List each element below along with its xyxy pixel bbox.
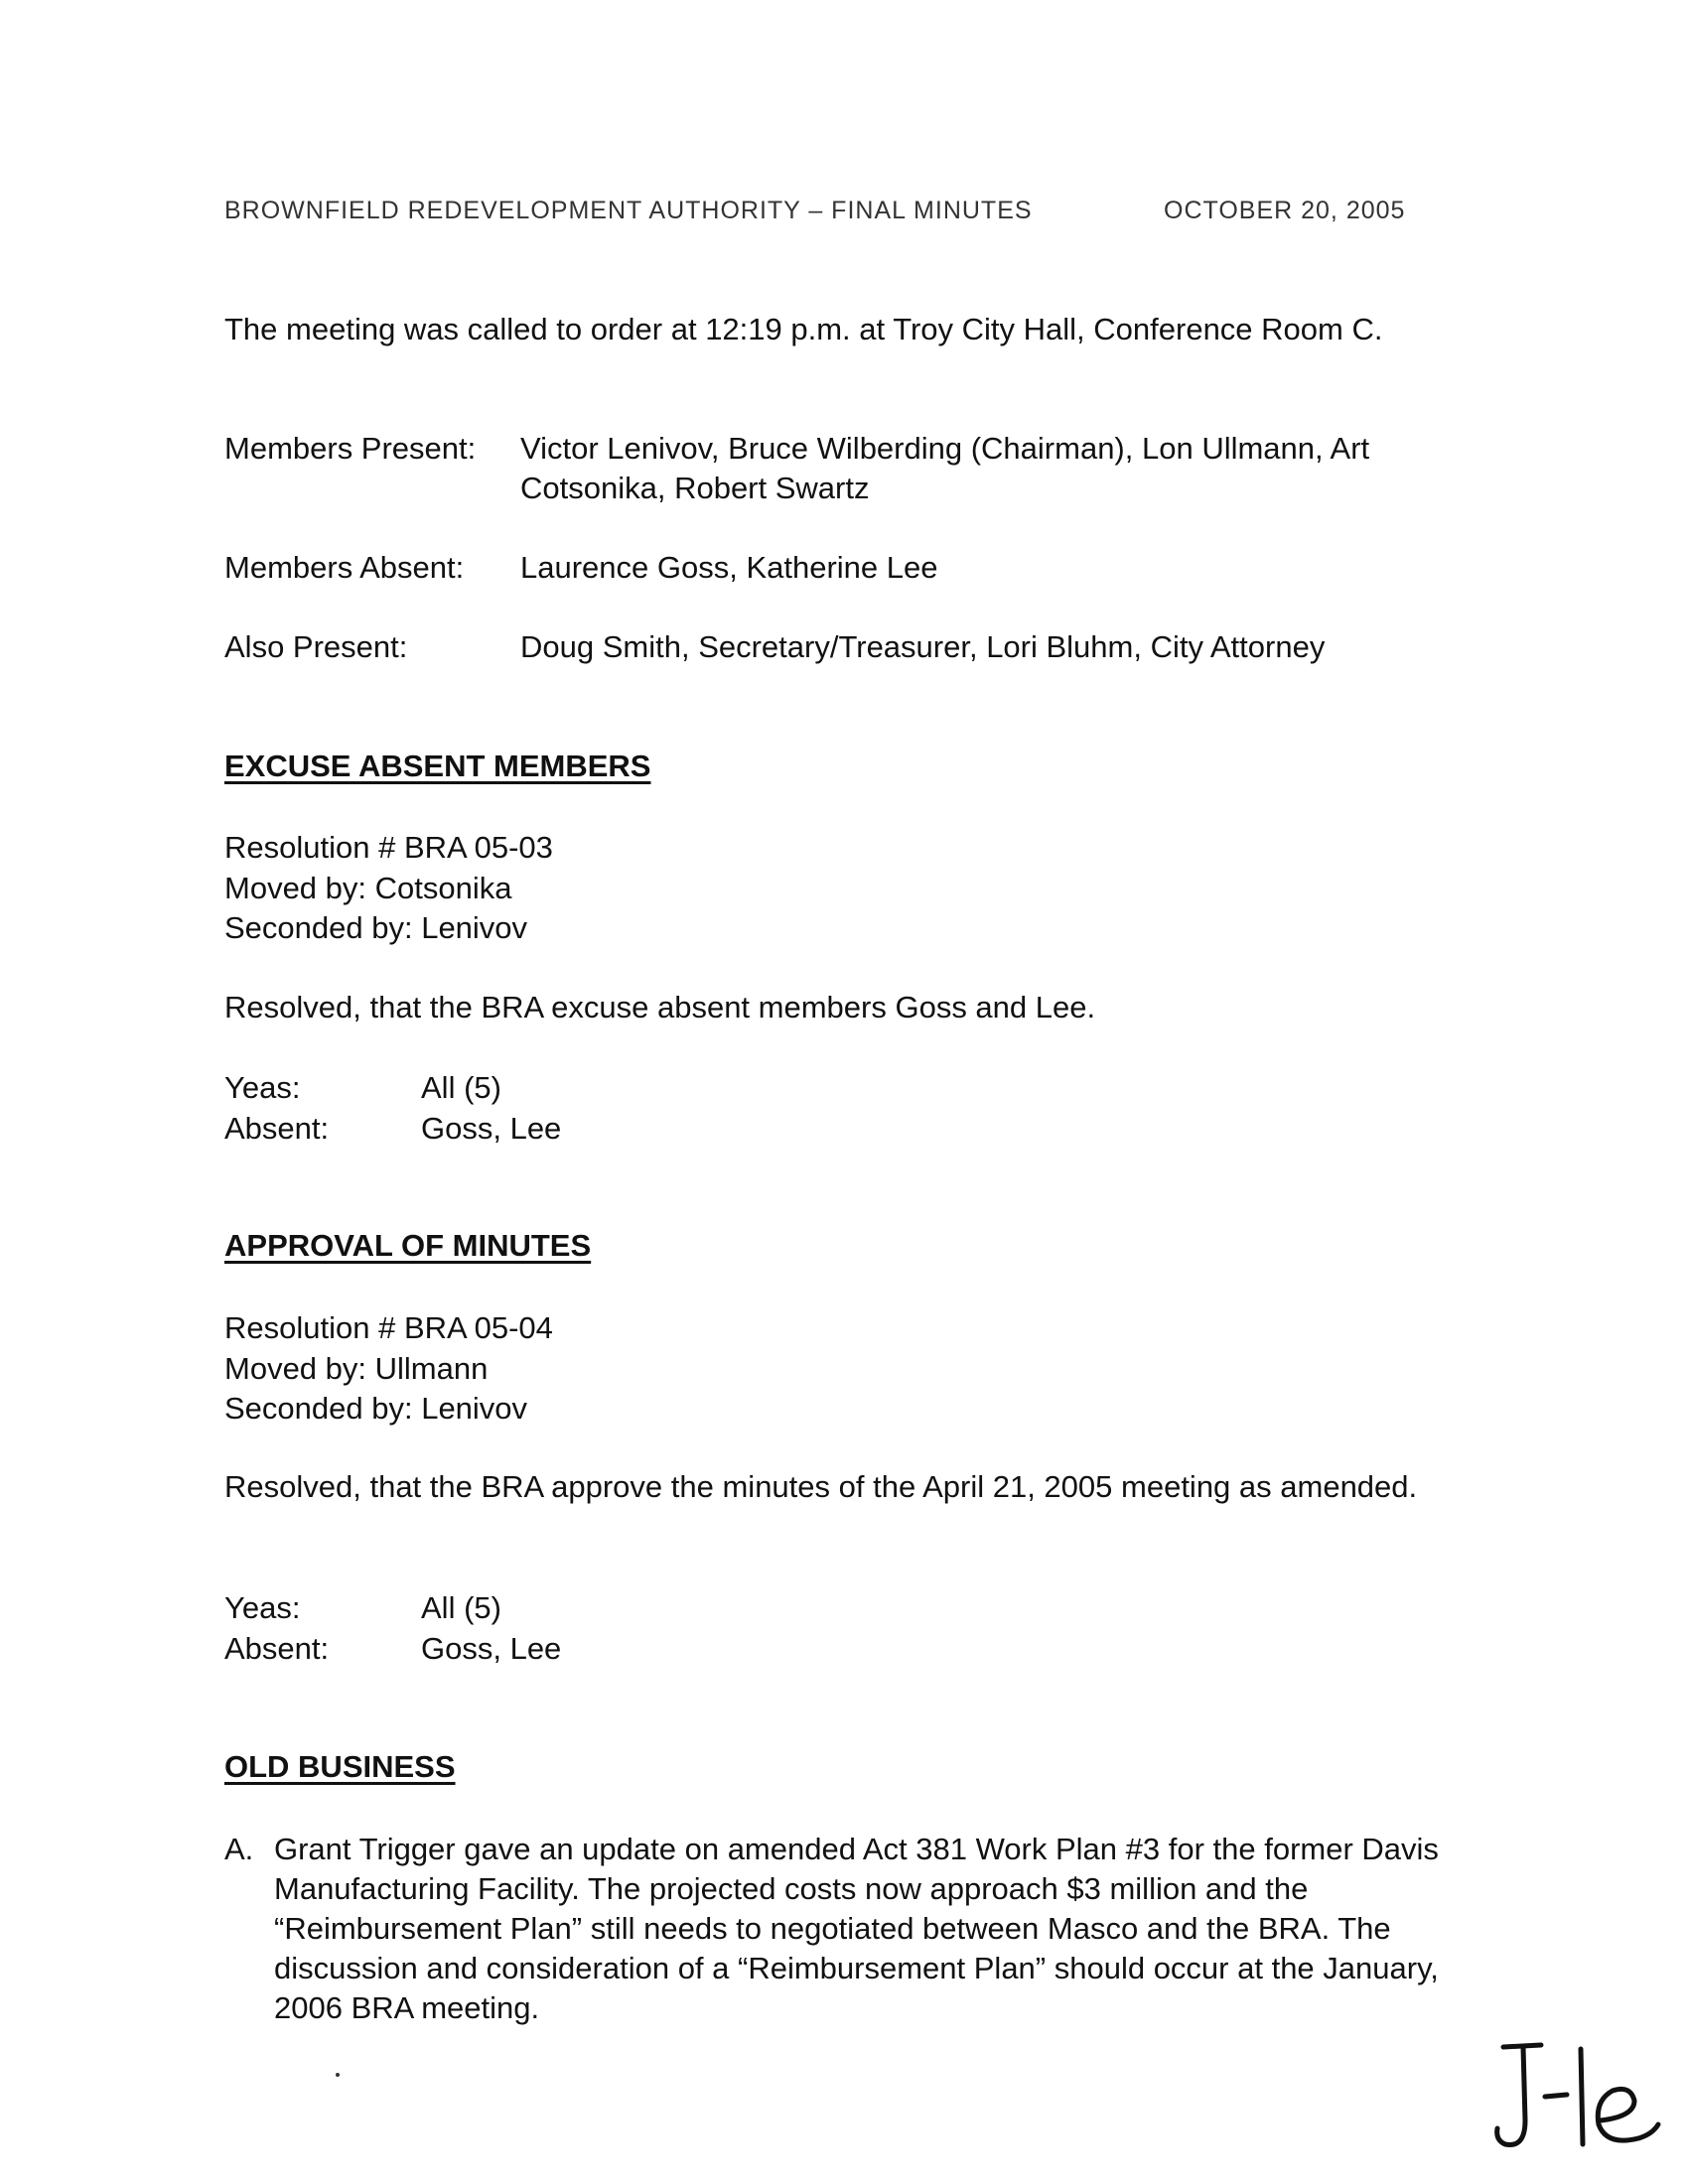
yeas-value: All (5): [421, 1590, 501, 1625]
also-present: [224, 627, 1493, 667]
absent-value: Goss, Lee: [421, 1631, 562, 1666]
item-text: Grant Trigger gave an update on amended Act 381 Work Plan #3 for the former Davis Manufacturing Facility. The projected costs now approach $3 million and the “Reimbursement Plan” still needs to negotiated between Masco and the BRA. The discussion and consideration of a “Reimbursement Plan” should occur at the January, 2006 BRA meeting.: [274, 1832, 1439, 2025]
yeas-value: All (5): [421, 1070, 501, 1105]
resolved-text-excuse: Resolved, that the BRA excuse absent members Goss and Lee.: [224, 990, 1096, 1024]
members-absent-value: Laurence Goss, Katherine Lee: [520, 550, 938, 585]
intro-paragraph: The meeting was called to order at 12:19 p.m. at Troy City Hall, Conference Room C.: [224, 312, 1383, 346]
members-present-label: Members Present:: [224, 431, 477, 466]
scan-speck: [336, 2073, 340, 2077]
yeas-label: Yeas:: [224, 1070, 301, 1105]
resolution-number: Resolution # BRA 05-04: [224, 1310, 553, 1345]
document-title: BROWNFIELD REDEVELOPMENT AUTHORITY – FINAL MINUTES: [224, 197, 1033, 224]
document-date: OCTOBER 20, 2005: [1164, 197, 1406, 224]
moved-by: Moved by: Cotsonika: [224, 870, 512, 905]
resolved-text-approval: Resolved, that the BRA approve the minutes of the April 21, 2005 meeting as amended.: [224, 1469, 1418, 1504]
moved-by: Moved by: Ullmann: [224, 1350, 489, 1386]
resolution-block-approval: [224, 1308, 553, 1430]
absent-value: Goss, Lee: [421, 1111, 562, 1146]
yeas-label: Yeas:: [224, 1590, 301, 1625]
section-heading-approval: APPROVAL OF MINUTES: [224, 1228, 592, 1263]
old-business-item-a: [224, 1830, 1456, 2028]
absent-label: Absent:: [224, 1631, 330, 1666]
members-absent: [224, 548, 1493, 588]
seconded-by: Seconded by: Lenivov: [224, 910, 528, 945]
absent-label: Absent:: [224, 1111, 330, 1146]
members-present-value: Victor Lenivov, Bruce Wilberding (Chairman), Lon Ullmann, Art Cotsonika, Robert Swartz: [520, 431, 1370, 505]
members-absent-label: Members Absent:: [224, 550, 465, 585]
handwritten-page-mark: [1489, 2025, 1668, 2174]
seconded-by: Seconded by: Lenivov: [224, 1391, 528, 1426]
section-heading-old-business: OLD BUSINESS: [224, 1749, 456, 1784]
members-present: [224, 429, 1493, 508]
also-present-label: Also Present:: [224, 629, 408, 664]
resolution-block-excuse: [224, 828, 553, 949]
item-marker: A.: [224, 1832, 254, 1866]
section-heading-excuse: EXCUSE ABSENT MEMBERS: [224, 749, 651, 783]
also-present-value: Doug Smith, Secretary/Treasurer, Lori Bluhm, City Attorney: [520, 629, 1326, 664]
resolution-number: Resolution # BRA 05-03: [224, 830, 553, 865]
